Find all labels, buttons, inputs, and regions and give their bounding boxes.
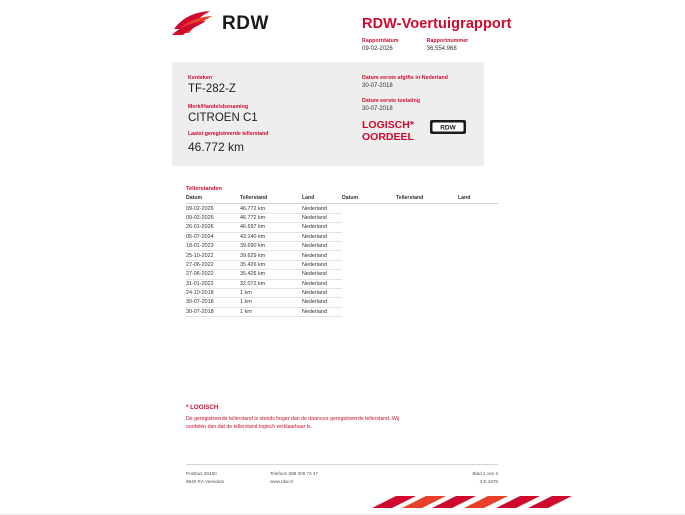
eerste-afgifte-label: Datum eerste afgifte in Nederland (362, 75, 449, 81)
cell-datum: 31-01-2022 (186, 280, 214, 287)
table-row (186, 242, 342, 251)
table-row (186, 223, 342, 232)
report-number-block (427, 38, 469, 52)
table-row (186, 298, 342, 307)
rdw-badge-icon (430, 120, 466, 134)
cell-datum: 25-10-2022 (186, 252, 214, 259)
odometer-table-section (186, 186, 498, 317)
cell-tellerstand: 43.140 km (240, 233, 266, 240)
odometer-column-left (186, 195, 342, 317)
oordeel-line-2: OORDEEL (362, 131, 414, 144)
cell-datum: 05-07-2024 (186, 233, 214, 240)
report-number-value: 36.554.968 (426, 46, 457, 52)
cell-tellerstand: 1 km (240, 299, 252, 306)
report-date-block (362, 38, 399, 52)
cell-datum: 30-07-2018 (186, 299, 214, 306)
table-body-left (186, 205, 342, 318)
footnote-text: De geregistreerde tellerstand is steeds hoger dan de daarvoor geregistreerde tellerstand. Wij oordelen dan dat de tellerstand logisch verklaarbaar is. (186, 416, 400, 431)
cell-tellerstand: 39.690 km (240, 243, 266, 250)
cell-land: Nederland (302, 308, 327, 315)
footer-website[interactable]: www.rdw.nl (270, 478, 293, 484)
table-row (186, 289, 342, 298)
cell-tellerstand: 35.426 km (240, 271, 266, 278)
cell-land: Nederland (302, 280, 327, 287)
cell-land: Nederland (302, 261, 327, 268)
footer-address-line-2: 9640 RA Veendam (186, 478, 225, 484)
cell-land: Nederland (302, 233, 327, 240)
table-row (186, 270, 342, 279)
cell-datum: 27-06-2022 (186, 271, 214, 278)
footnote-block (186, 404, 486, 431)
cell-land: Nederland (302, 243, 327, 250)
cell-land: Nederland (302, 290, 327, 297)
document-footer (186, 470, 498, 486)
cell-tellerstand: 1 km (240, 308, 252, 315)
rdw-footer-stripes-icon (372, 494, 572, 510)
table-row (186, 251, 342, 260)
oordeel-block (362, 119, 414, 143)
page-title: RDW-Voertuigrapport (362, 16, 512, 32)
odometer-column-right (342, 195, 498, 317)
col-header-tellerstand: Tellerstand (240, 195, 268, 201)
cell-tellerstand: 35.426 km (240, 261, 266, 268)
footnote-title: * LOGISCH (186, 404, 219, 411)
cell-datum: 24-10-2018 (186, 290, 214, 297)
table-row (186, 205, 342, 214)
footer-contact-column (270, 470, 380, 486)
kenteken-value: TF-282-Z (188, 83, 236, 95)
table-row (186, 214, 342, 223)
cell-datum: 09-02-2026 (186, 215, 214, 222)
cell-land: Nederland (302, 215, 327, 222)
cell-datum: 26-01-2026 (186, 224, 214, 231)
last-mileage-value: 46.772 km (188, 140, 245, 154)
col-header-datum: Datum (186, 195, 203, 201)
rdw-logo (172, 10, 269, 36)
table-row (186, 280, 342, 289)
report-date-value: 09-02-2026 (362, 46, 393, 52)
cell-land: Nederland (302, 252, 327, 259)
eerste-toelating-value: 30-07-2018 (362, 106, 393, 112)
table-row (186, 261, 342, 270)
table-header-row (186, 195, 342, 204)
cell-datum: 27-06-2022 (186, 261, 214, 268)
table-row (186, 308, 342, 317)
oordeel-line-1: LOGISCH* (362, 119, 414, 131)
report-number-label: Rapportnummer (426, 38, 469, 44)
cell-datum: 09-02-2026 (186, 205, 214, 212)
vehicle-summary-panel (172, 62, 484, 166)
vehicle-identity-block (188, 75, 358, 133)
col-header-tellerstand: Tellerstand (396, 195, 424, 201)
footer-form-code: 3 E 1679 (479, 478, 498, 484)
cell-tellerstand: 39.629 km (240, 252, 266, 259)
cell-tellerstand: 46.697 km (240, 224, 266, 231)
table-header-row (342, 195, 498, 204)
col-header-land: Land (302, 195, 315, 201)
eerste-afgifte-value: 30-07-2018 (362, 83, 393, 89)
table-row (186, 233, 342, 242)
cell-land: Nederland (302, 205, 327, 212)
footer-pagination-column (380, 470, 498, 486)
document-header (0, 0, 685, 62)
odometer-section-title: Tellerstanden (186, 186, 222, 192)
cell-datum: 18-01-2023 (186, 243, 214, 250)
report-meta (362, 38, 468, 52)
eerste-toelating-label: Datum eerste toelating (362, 98, 421, 104)
last-mileage-label: Laatst geregistreerde tellerstand (188, 131, 269, 137)
footer-address-line-1: Postbus 30460 (186, 471, 217, 476)
footer-address-column (186, 470, 270, 486)
cell-datum: 30-07-2018 (186, 308, 214, 315)
merk-value: CITROEN C1 (188, 112, 258, 124)
cell-tellerstand: 1 km (240, 290, 252, 297)
cell-tellerstand: 32.072 km (240, 280, 266, 287)
merk-label: Merk/Handelsbenaming (188, 104, 249, 110)
cell-tellerstand: 46.772 km (240, 215, 266, 222)
svg-text:RDW: RDW (440, 124, 456, 132)
cell-land: Nederland (302, 224, 327, 231)
cell-land: Nederland (302, 271, 327, 278)
odometer-table (186, 195, 498, 317)
cell-land: Nederland (302, 299, 327, 306)
report-date-label: Rapportdatum (362, 38, 399, 44)
footer-phone: Telefoon 088 008 74 47 (270, 471, 319, 476)
rdw-brand-text: RDW (222, 12, 269, 34)
vehicle-dates-block (362, 75, 482, 121)
footer-page-number: Blad 1 van 2 (472, 471, 498, 476)
rdw-flame-logo-icon (172, 10, 216, 36)
kenteken-label: Kenteken (188, 75, 213, 81)
cell-tellerstand: 46.772 km (240, 205, 266, 212)
col-header-land: Land (458, 195, 471, 201)
col-header-datum: Datum (342, 195, 359, 201)
footer-divider (186, 464, 498, 465)
